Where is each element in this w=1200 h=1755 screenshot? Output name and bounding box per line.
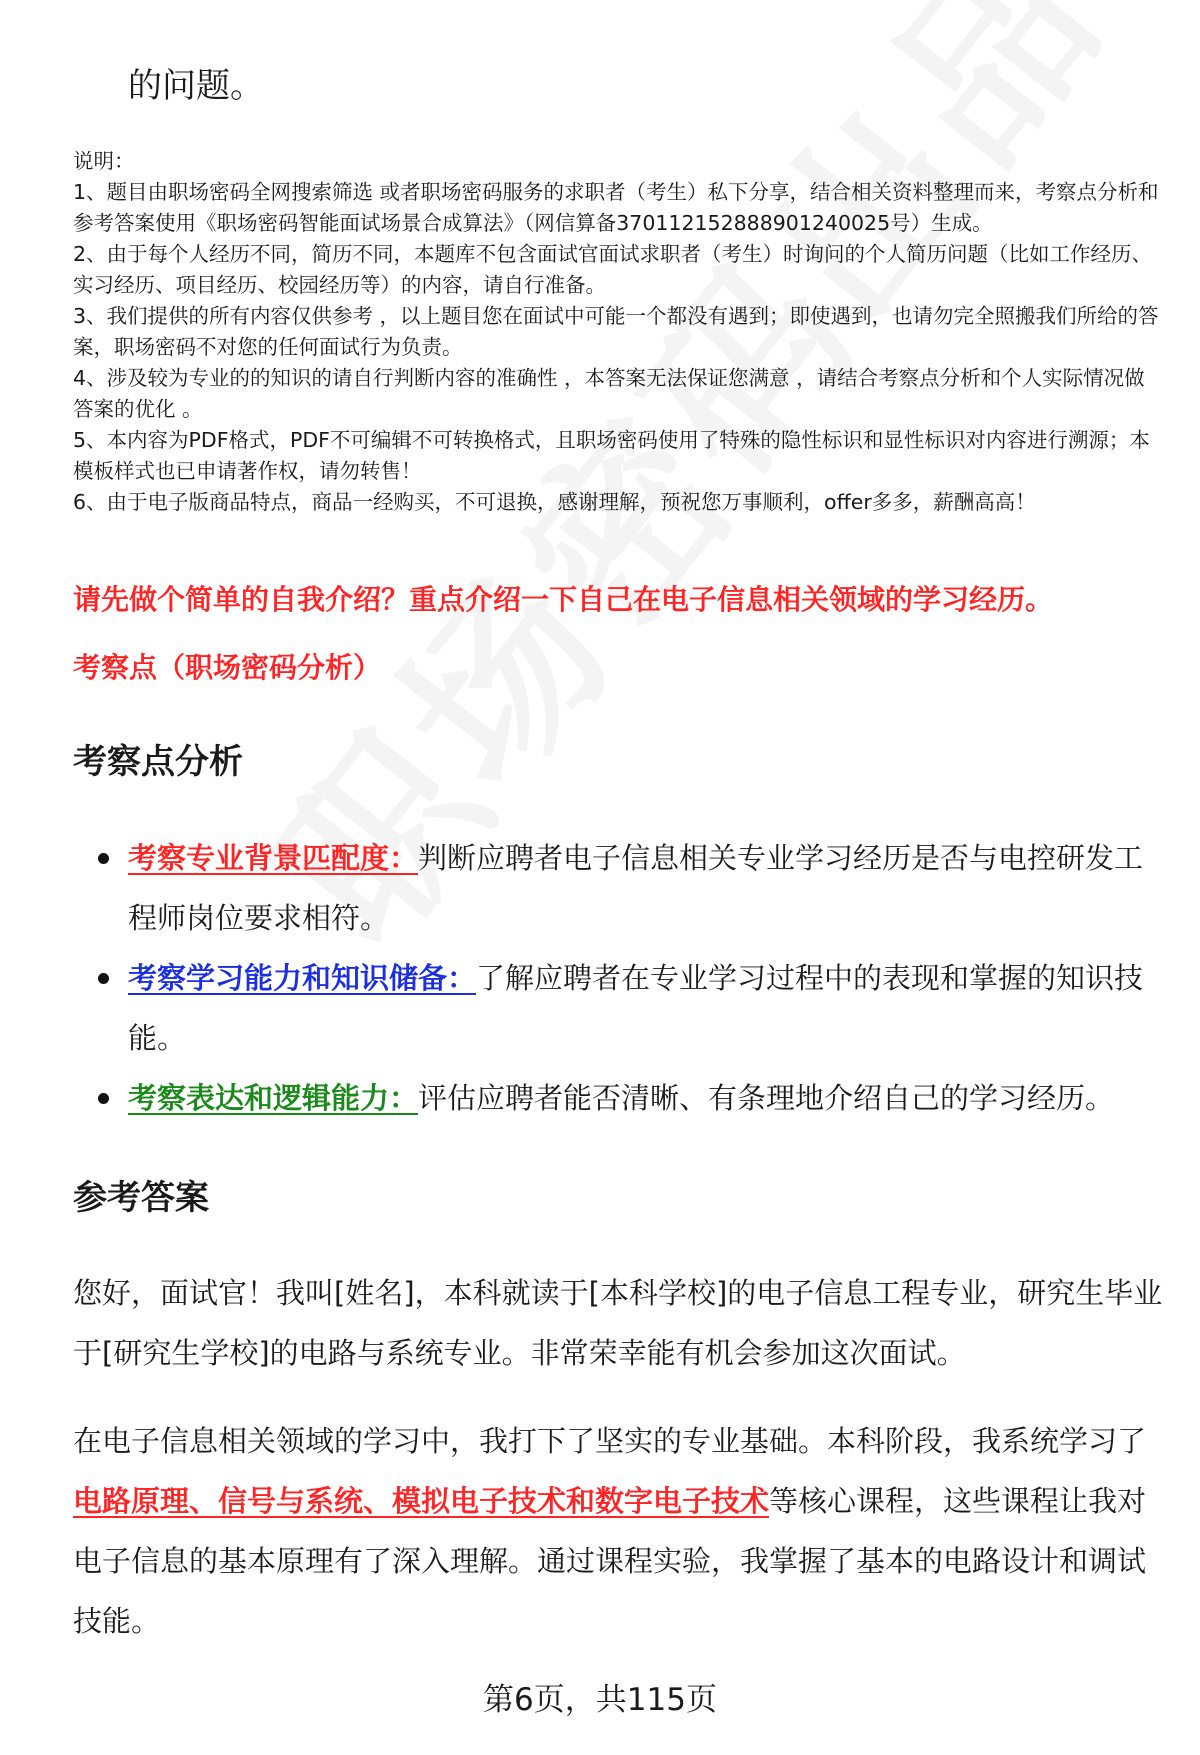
- note-item: 4、涉及较为专业的的知识的请自行判断内容的准确性 ，本答案无法保证您满意 ，请结合考察点分析和个人实际情况做答案的优化 。: [73, 366, 1145, 421]
- interview-question: 请先做个简单的自我介绍？重点介绍一下自己在电子信息相关领域的学习经历。: [73, 583, 1054, 616]
- course-highlight: 电路原理、信号与系统、模拟电子技术和数字电子技术: [73, 1484, 770, 1518]
- bullet-dot-icon: [98, 853, 109, 864]
- note-item: 1、题目由职场密码全网搜索筛选 或者职场密码服务的求职者（考生）私下分享，结合相关资料整理而来，考察点分析和参考答案使用《职场密码智能面试场景合成算法》（网信算备370112152888901240025号）生成。: [73, 180, 1159, 235]
- notes-section: [73, 146, 1163, 518]
- note-item: 2、由于每个人经历不同，简历不同，本题库不包含面试官面试求职者（考生）时询问的个人简历问题（比如工作经历、实习经历、项目经历、校园经历等）的内容，请自行准备。: [73, 242, 1153, 297]
- bullet-text: 判断应聘者电子信息相关专业学习经历是否与电控研发工程师岗位要求相符。: [128, 841, 1144, 935]
- bullet-label: 考察学习能力和知识储备：: [128, 961, 477, 995]
- answer-body: [73, 1263, 1163, 1679]
- note-item: 6、由于电子版商品特点，商品一经购买，不可退换，感谢理解，预祝您万事顺利，offer多多，薪酬高高！: [73, 490, 1036, 514]
- bullet-text: 了解应聘者在专业学习过程中的表现和掌握的知识技能。: [128, 961, 1144, 1055]
- notes-title: 说明：: [73, 149, 135, 173]
- analysis-source-subheading: 考察点（职场密码分析）: [73, 651, 382, 684]
- note-item: 3、我们提供的所有内容仅供参考 ，以上题目您在面试中可能一个都没有遇到；即使遇到，也请勿完全照搬我们所给的答案，职场密码不对您的任何面试行为负责。: [73, 304, 1159, 359]
- page-number: 第6页，共115页: [483, 1682, 717, 1718]
- answer-heading: 参考答案: [73, 1178, 209, 1218]
- list-item: [98, 1068, 1158, 1128]
- list-item: [98, 828, 1158, 948]
- list-item: [98, 948, 1158, 1068]
- bullet-label: 考察专业背景匹配度：: [128, 841, 419, 875]
- answer-paragraph: [73, 1411, 1163, 1651]
- analysis-heading: 考察点分析: [73, 742, 243, 782]
- answer-text: 在电子信息相关领域的学习中，我打下了坚实的专业基础。本科阶段，我系统学习了: [73, 1424, 1147, 1458]
- answer-paragraph: 您好，面试官！我叫[姓名]，本科就读于[本科学校]的电子信息工程专业，研究生毕业于[研究生学校]的电路与系统专业。非常荣幸能有机会参加这次面试。: [73, 1276, 1163, 1370]
- bullet-text: 评估应聘者能否清晰、有条理地介绍自己的学习经历。: [418, 1081, 1115, 1115]
- bullet-dot-icon: [98, 973, 109, 984]
- continuation-text: 的问题。: [128, 66, 264, 106]
- bullet-label: 考察表达和逻辑能力：: [128, 1081, 419, 1115]
- answer-text: 等核心课程，这些课程让我对电子信息的基本原理有了深入理解。通过课程实验，我掌握了基本的电路设计和调试技能。: [73, 1484, 1147, 1638]
- analysis-list: [98, 828, 1158, 1128]
- bullet-dot-icon: [98, 1093, 109, 1104]
- note-item: 5、本内容为PDF格式，PDF不可编辑不可转换格式，且职场密码使用了特殊的隐性标识和显性标识对内容进行溯源；本模板样式也已申请著作权，请勿转售！: [73, 428, 1150, 483]
